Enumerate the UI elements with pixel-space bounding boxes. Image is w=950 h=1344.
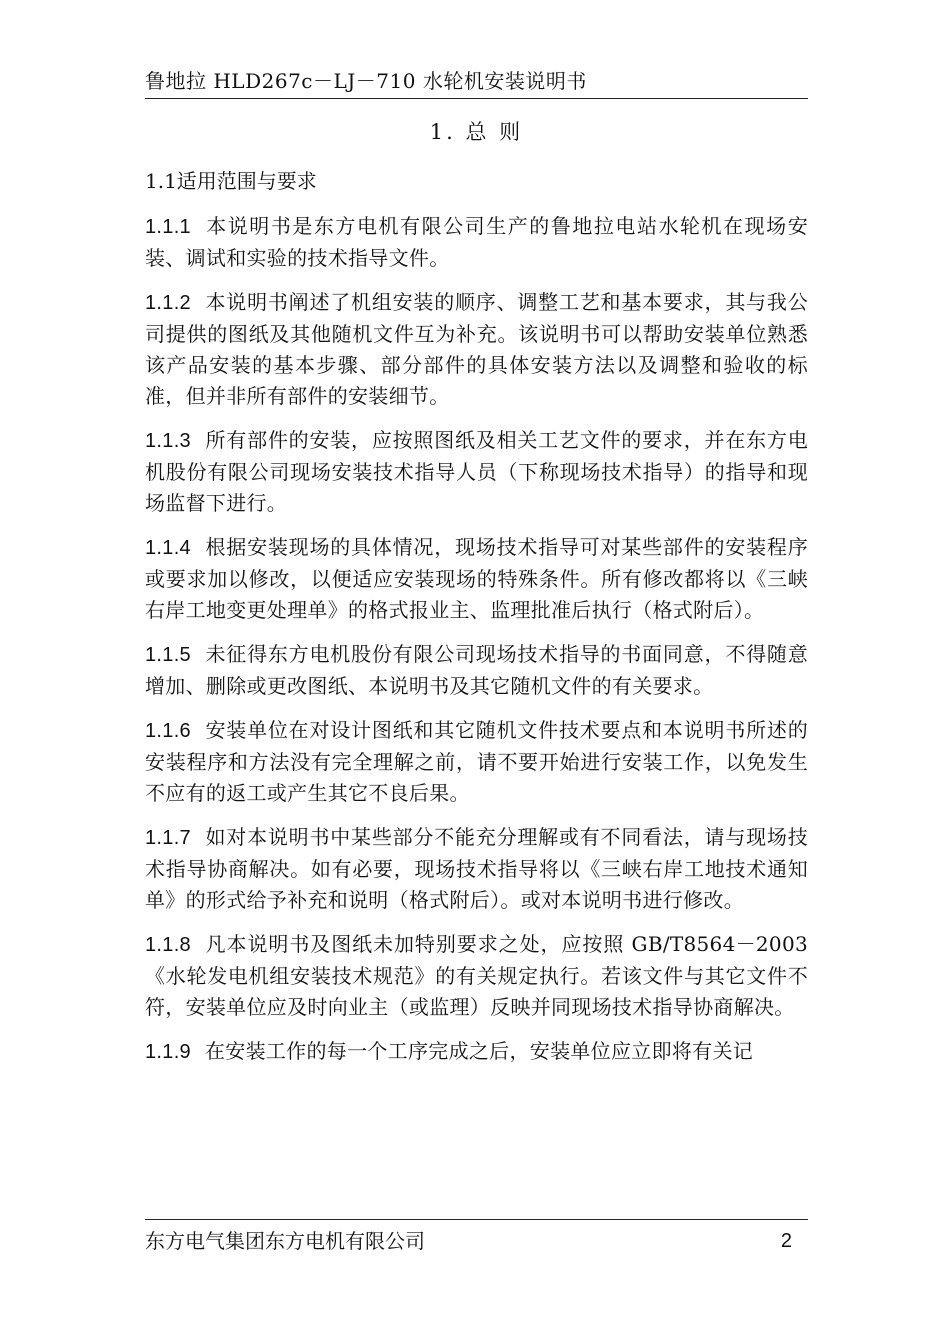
paragraph-text: 根据安装现场的具体情况，现场技术指导可对某些部件的安装程序或要求加以修改，以便适应安装现场的特殊条件。所有修改都将以《三峡右岸工地变更处理单》的格式报业主、监理批准后执行（格式附后）。 xyxy=(145,535,808,622)
paragraph-number: 1.1.9 xyxy=(145,1041,191,1063)
body-content xyxy=(145,211,808,1081)
page-header xyxy=(145,68,808,98)
page-number: 2 xyxy=(780,1230,792,1252)
paragraph-number: 1.1.3 xyxy=(145,430,191,452)
paragraph-1-1-1 xyxy=(145,211,808,274)
paragraph-number: 1.1.5 xyxy=(145,644,191,666)
paragraph-text: 凡本说明书及图纸未加特别要求之处，应按照 GB/T8564－2003《水轮发电机组安装技术规范》的有关规定执行。若该文件与其它文件不符，安装单位应及时向业主（或监理）反映并同现场技术指导协商解决。 xyxy=(145,932,808,1019)
paragraph-text: 本说明书是东方电机有限公司生产的鲁地拉电站水轮机在现场安装、调试和实验的技术指导文件。 xyxy=(145,214,808,270)
paragraph-number: 1.1.1 xyxy=(145,216,191,238)
footer-company: 东方电气集团东方电机有限公司 xyxy=(145,1229,425,1253)
paragraph-text: 如对本说明书中某些部分不能充分理解或有不同看法，请与现场技术指导协商解决。如有必要，现场技术指导将以《三峡右岸工地技术通知单》的形式给予补充和说明（格式附后）。或对本说明书进行修改。 xyxy=(145,825,808,912)
paragraph-number: 1.1.4 xyxy=(145,537,191,559)
paragraph-number: 1.1.6 xyxy=(145,720,191,742)
paragraph-text: 未征得东方电机股份有限公司现场技术指导的书面同意，不得随意增加、删除或更改图纸、本说明书及其它随机文件的有关要求。 xyxy=(145,642,808,698)
paragraph-number: 1.1.7 xyxy=(145,827,191,849)
paragraph-number: 1.1.8 xyxy=(145,934,191,956)
paragraph-text: 本说明书阐述了机组安装的顺序、调整工艺和基本要求，其与我公司提供的图纸及其他随机文件互为补充。该说明书可以帮助安装单位熟悉该产品安装的基本步骤、部分部件的具体安装方法以及调整和验收的标准，但并非所有部件的安装细节。 xyxy=(145,290,808,408)
subsection-title: 1.1适用范围与要求 xyxy=(145,169,317,193)
footer-divider xyxy=(145,1219,808,1220)
paragraph-1-1-5 xyxy=(145,639,808,702)
paragraph-1-1-8 xyxy=(145,929,808,1023)
header-title: 鲁地拉 HLD267c－LJ－710 水轮机安装说明书 xyxy=(145,69,587,93)
paragraph-1-1-6 xyxy=(145,715,808,809)
paragraph-text: 所有部件的安装，应按照图纸及相关工艺文件的要求，并在东方电机股份有限公司现场安装技术指导人员（下称现场技术指导）的指导和现场监督下进行。 xyxy=(145,428,808,515)
section-title: 1. 总 则 xyxy=(429,120,524,144)
paragraph-text: 在安装工作的每一个工序完成之后，安装单位应立即将有关记 xyxy=(204,1039,754,1063)
paragraph-1-1-7 xyxy=(145,822,808,916)
header-divider xyxy=(145,98,808,99)
paragraph-1-1-4 xyxy=(145,532,808,626)
paragraph-1-1-9 xyxy=(145,1036,808,1068)
paragraph-number: 1.1.2 xyxy=(145,292,191,314)
paragraph-1-1-2 xyxy=(145,287,808,412)
paragraph-text: 安装单位在对设计图纸和其它随机文件技术要点和本说明书所述的安装程序和方法没有完全理解之前，请不要开始进行安装工作，以免发生不应有的返工或产生其它不良后果。 xyxy=(145,718,808,805)
paragraph-1-1-3 xyxy=(145,425,808,519)
